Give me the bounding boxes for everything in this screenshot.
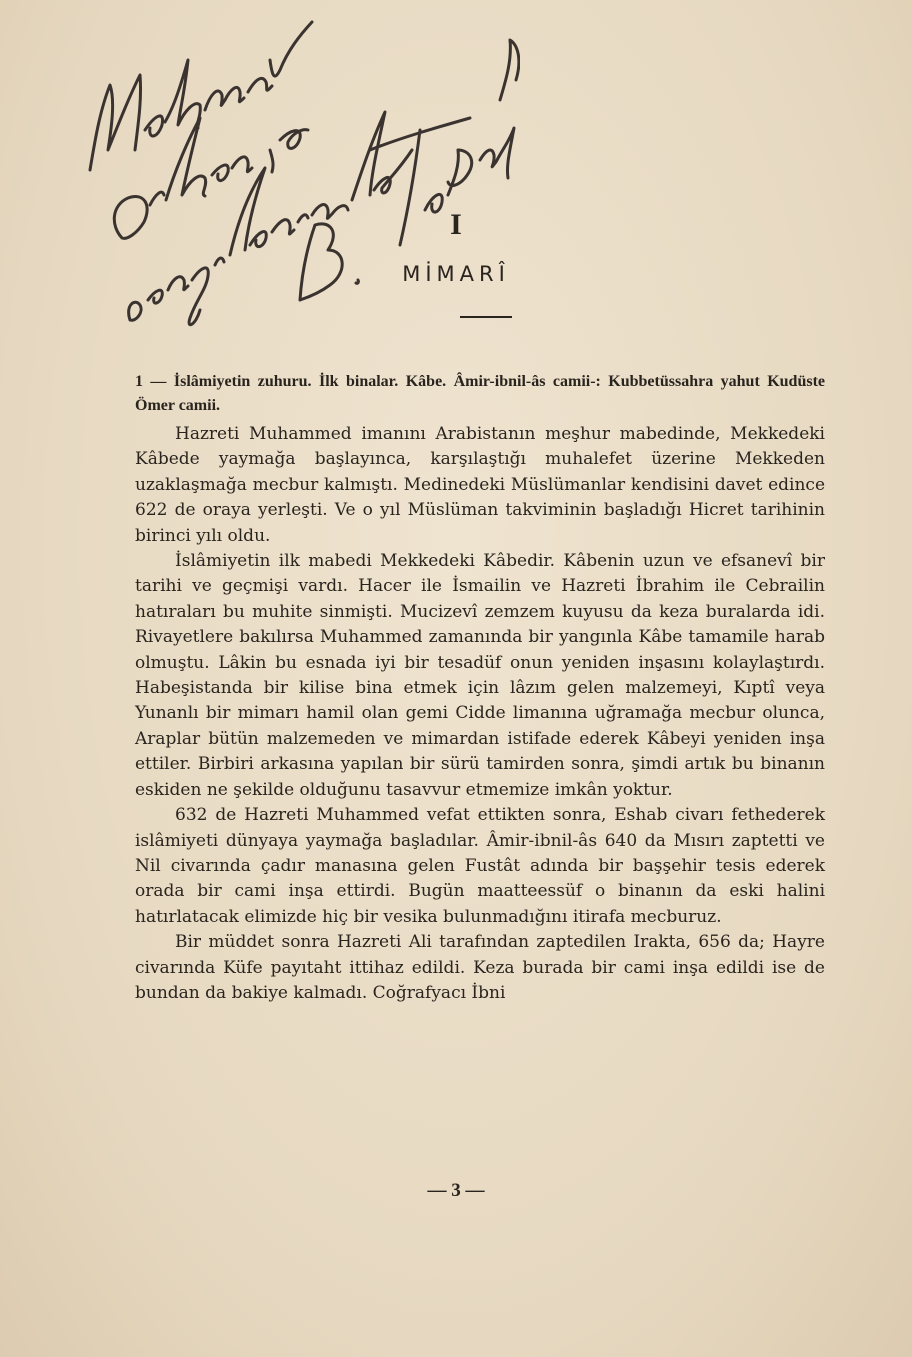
paragraph: 632 de Hazreti Muhammed vefat ettikten sonra, Eshab civarı fethederek islâmiyeti dünyaya yaymağa başladılar. Âmir-ibnil-âs 640 da Mısırı zaptetti ve Nil civarında çadır manasına gelen Fustât adında bir başşehir tesis ederek orada bir cami inşa ettirdi. Bugün maatteessüf o binanın da eski halini hatırlatacak elimizde hiç bir vesika bulunmadığını itirafa mecburuz. (135, 805, 825, 927)
title-divider (460, 316, 512, 318)
page-number: — 3 — (427, 1180, 485, 1201)
paragraph: İslâmiyetin ilk mabedi Mekkedeki Kâbedir. Kâbenin uzun ve efsanevî bir tarihi ve geçmişi vardı. Hacer ile İsmailin ve Hazreti İbrahim ile Cebrailin hatıraları bu muhite sinmişti. Mucizevî zemzem kuyusu da keza buralarda idi. Rivayetlere bakılırsa Muhammed zamanında bir yangınla Kâbe tamamile harab olmuştu. Lâkin bu esnada iyi bir tesadüf onun yeniden inşasını kolaylaştırdı. Habeşistanda bir kilise bina etmek için lâzım gelen malzemeyi, Kıptî veya Yunanlı bir mimarı hamil olan gemi Cidde limanına uğramağa mecbur olunca, Araplar bütün malzemeden ve mimardan istifade ederek Kâbeyi yeniden inşa ettiler. Birbiri arkasına yapılan bir sürü tamirden sonra, şimdi artık bu binanın eskiden ne şekilde olduğunu tasavvur etmemize imkân yoktur. (135, 551, 825, 800)
paragraph: Hazreti Muhammed imanını Arabistanın meşhur mabedinde, Mekkedeki Kâbede yaymağa başlayınca, karşılaştığı muhalefet üzerine Mekkeden uzaklaşmağa mecbur kalmıştı. Medinedeki Müslümanlar kendisini davet edince 622 de oraya yerleşti. Ve o yıl Müslüman takviminin başladığı Hicret tarihinin birinci yılı oldu. (135, 424, 825, 546)
chapter-title: MİMARÎ (402, 262, 510, 286)
body-text (135, 370, 825, 1006)
paragraph: Bir müddet sonra Hazreti Ali tarafından zaptedilen Irakta, 656 da; Hayre civarında Küfe payıtaht ittihaz edildi. Keza burada bir cami inşa edildi ise de bundan da bakiye kalmadı. Coğrafyacı İbni (135, 932, 825, 1003)
section-heading: 1 — İslâmiyetin zuhuru. İlk binalar. Kâbe. Âmir-ibnil-âs camii-: Kubbetüssahra yahut Kudüste Ömer camii. (135, 373, 825, 414)
handwritten-inscription (40, 0, 520, 360)
chapter-number: I (450, 208, 462, 241)
inscription-signature (40, 0, 520, 360)
